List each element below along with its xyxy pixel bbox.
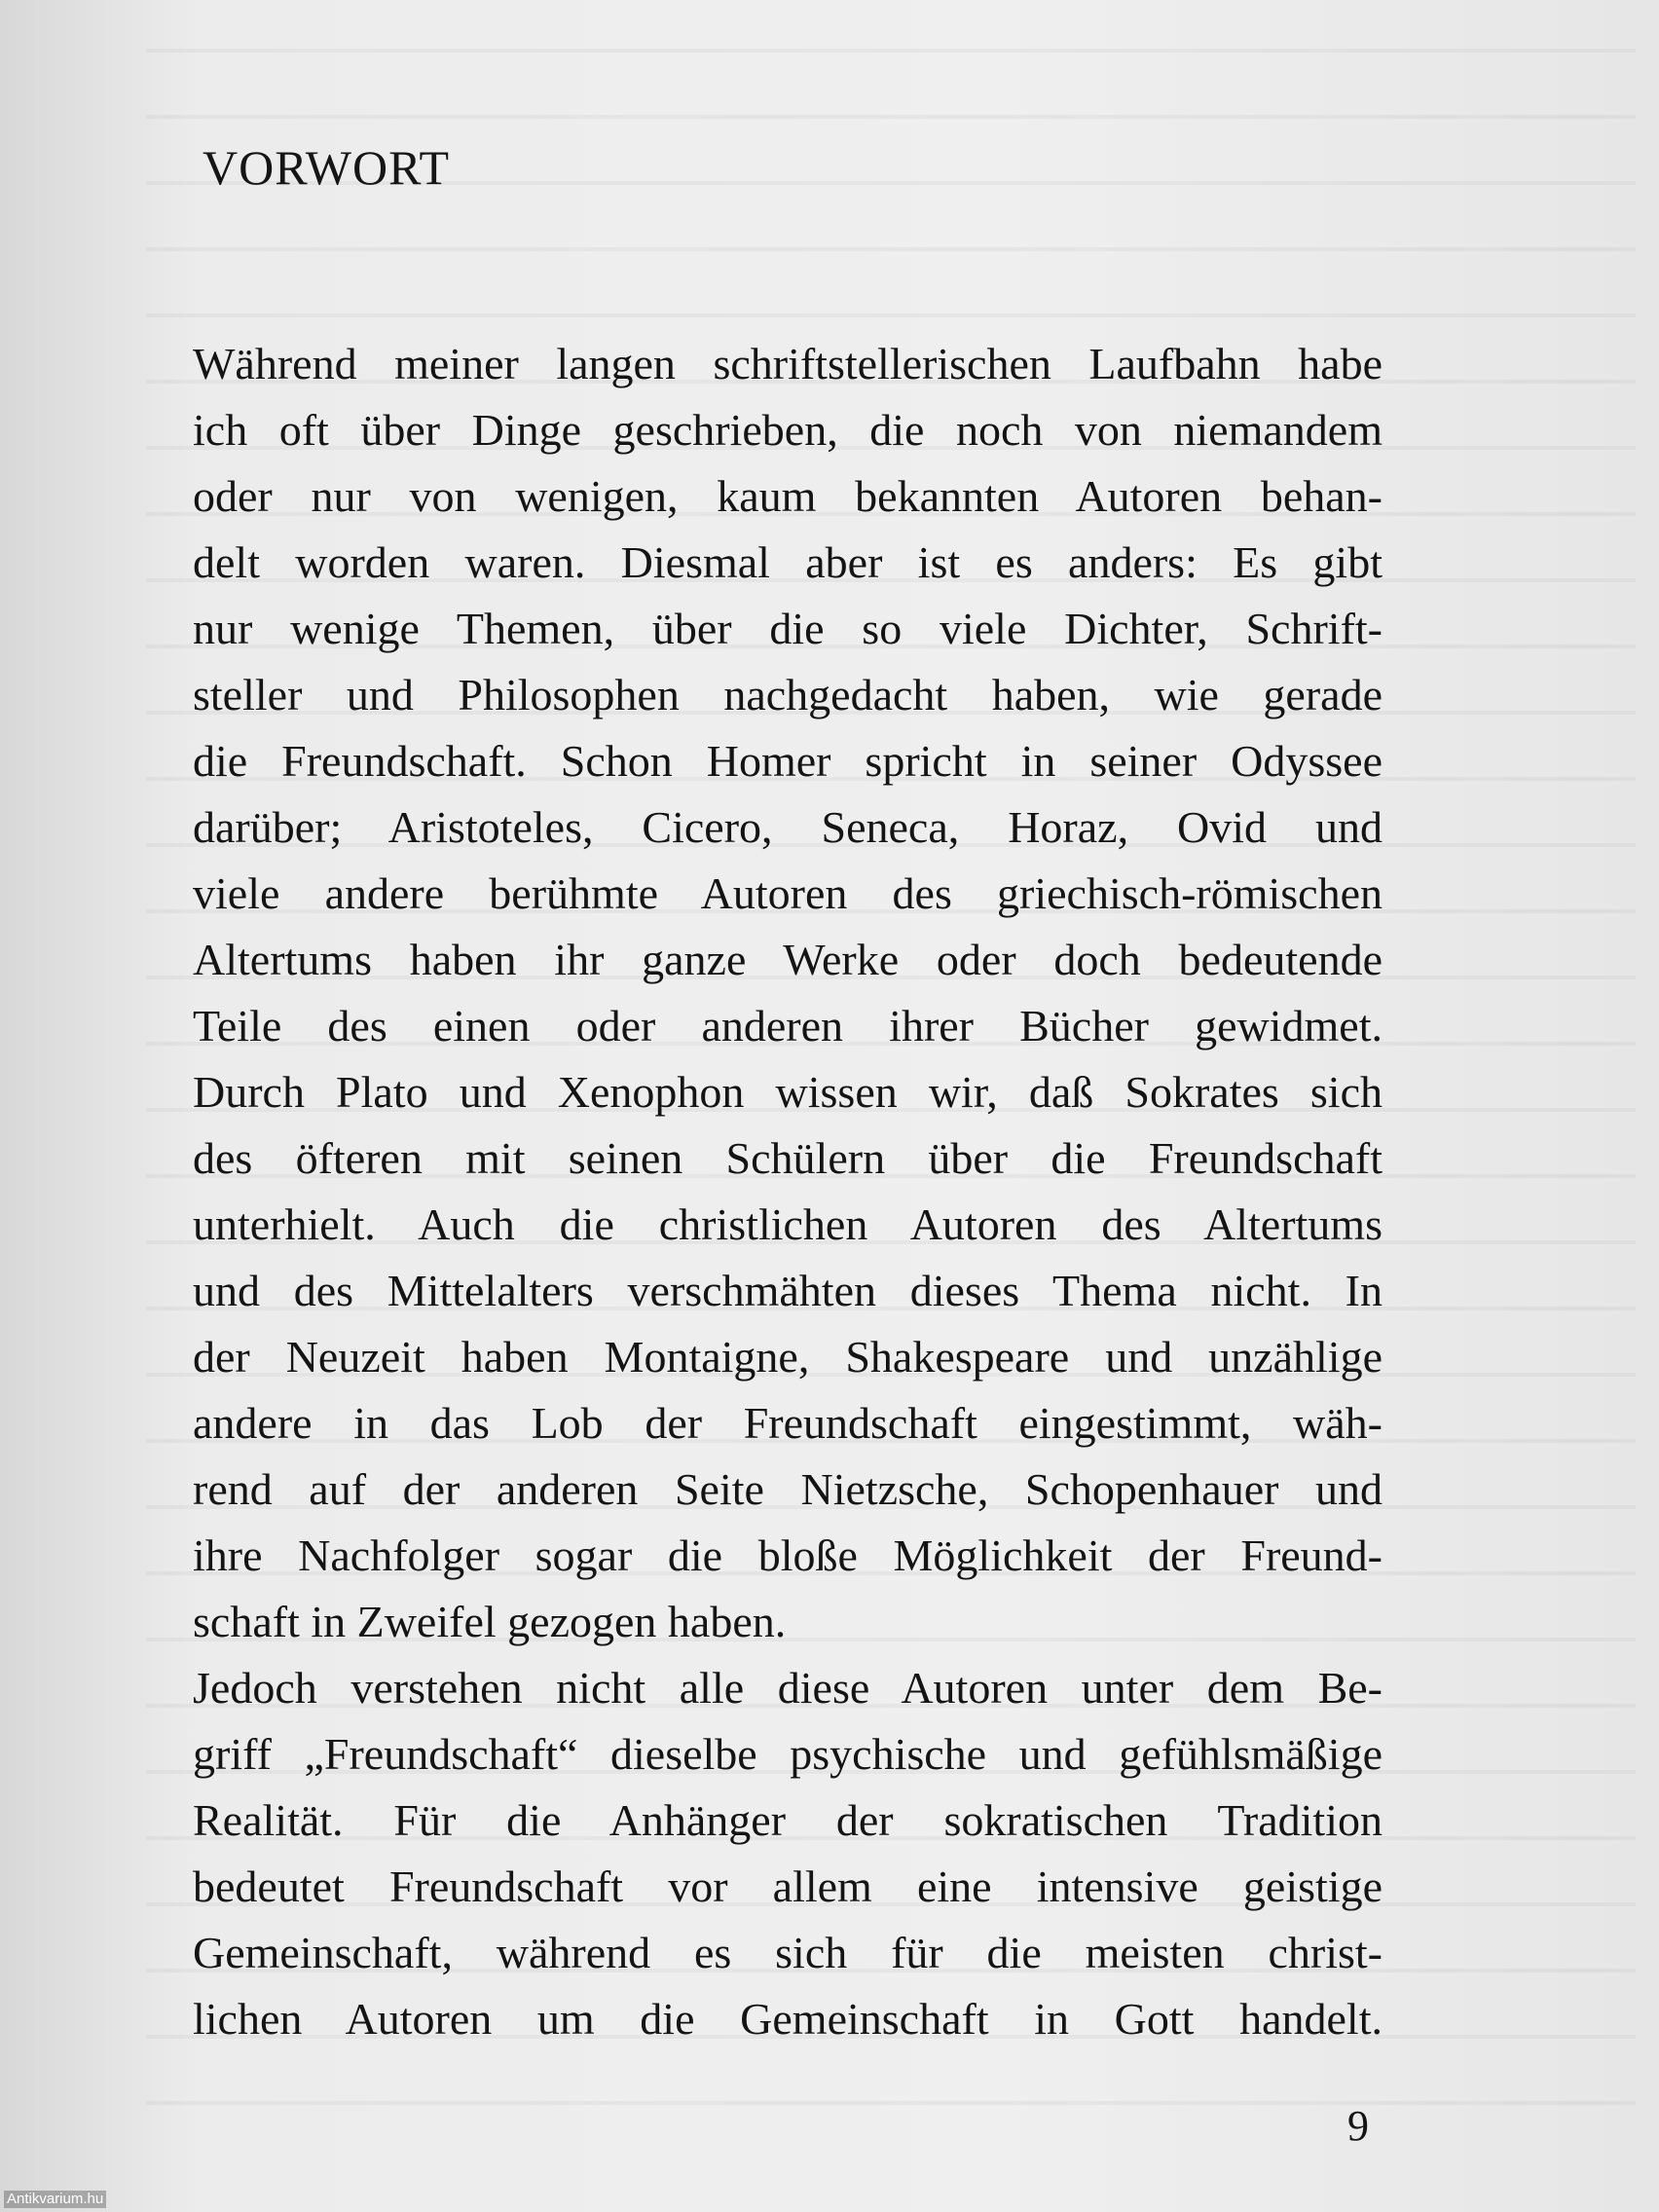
text-line: delt worden waren. Diesmal aber ist es anders: Es gibt — [193, 537, 1382, 587]
site-watermark: Antikvarium.hu — [4, 2191, 106, 2208]
text-line: ihre Nachfolger sogar die bloße Möglichkeit der Freund- — [193, 1530, 1382, 1580]
text-line: Altertums haben ihr ganze Werke oder doch bedeutende — [193, 935, 1382, 984]
text-line: ich oft über Dinge geschrieben, die noch von niemandem — [193, 405, 1382, 455]
text-line: schaft in Zweifel gezogen haben. — [193, 1597, 787, 1646]
text-line: bedeutet Freundschaft vor allem eine intensive geistige — [193, 1862, 1382, 1911]
text-line: Teile des einen oder anderen ihrer Bücher gewidmet. — [193, 1001, 1382, 1051]
text-line: Realität. Für die Anhänger der sokratischen Tradition — [193, 1795, 1382, 1845]
text-line: Gemeinschaft, während es sich für die meisten christ- — [193, 1928, 1382, 1977]
text-line: Durch Plato und Xenophon wissen wir, daß Sokrates sich — [193, 1067, 1382, 1117]
page-number: 9 — [1347, 2102, 1369, 2150]
paragraph-2 — [193, 1655, 1382, 2052]
text-line: andere in das Lob der Freundschaft eingestimmt, wäh- — [193, 1398, 1382, 1448]
text-line: unterhielt. Auch die christlichen Autoren des Altertums — [193, 1199, 1382, 1249]
text-line: des öfteren mit seinen Schülern über die Freundschaft — [193, 1133, 1382, 1183]
text-line: und des Mittelalters verschmähten dieses Thema nicht. In — [193, 1266, 1382, 1315]
text-line: rend auf der anderen Seite Nietzsche, Schopenhauer und — [193, 1464, 1382, 1514]
text-line: oder nur von wenigen, kaum bekannten Autoren behan- — [193, 471, 1382, 521]
text-line: der Neuzeit haben Montaigne, Shakespeare und unzählige — [193, 1332, 1382, 1382]
text-line: steller und Philosophen nachgedacht haben, wie gerade — [193, 670, 1382, 719]
paragraph-1 — [193, 331, 1382, 1655]
text-line: viele andere berühmte Autoren des griechisch-römischen — [193, 868, 1382, 918]
text-line: Während meiner langen schriftstellerischen Laufbahn habe — [193, 339, 1382, 388]
text-line: Jedoch verstehen nicht alle diese Autoren unter dem Be- — [193, 1663, 1382, 1713]
text-line: die Freundschaft. Schon Homer spricht in seiner Odyssee — [193, 736, 1382, 786]
text-line: lichen Autoren um die Gemeinschaft in Gott handelt. — [193, 1994, 1382, 2044]
body-text — [193, 331, 1382, 2052]
chapter-heading: VORWORT — [203, 140, 450, 195]
text-line: griff „Freundschaft“ dieselbe psychische und gefühlsmäßige — [193, 1729, 1382, 1779]
text-line: nur wenige Themen, über die so viele Dichter, Schrift- — [193, 604, 1382, 653]
text-line: darüber; Aristoteles, Cicero, Seneca, Horaz, Ovid und — [193, 802, 1382, 852]
